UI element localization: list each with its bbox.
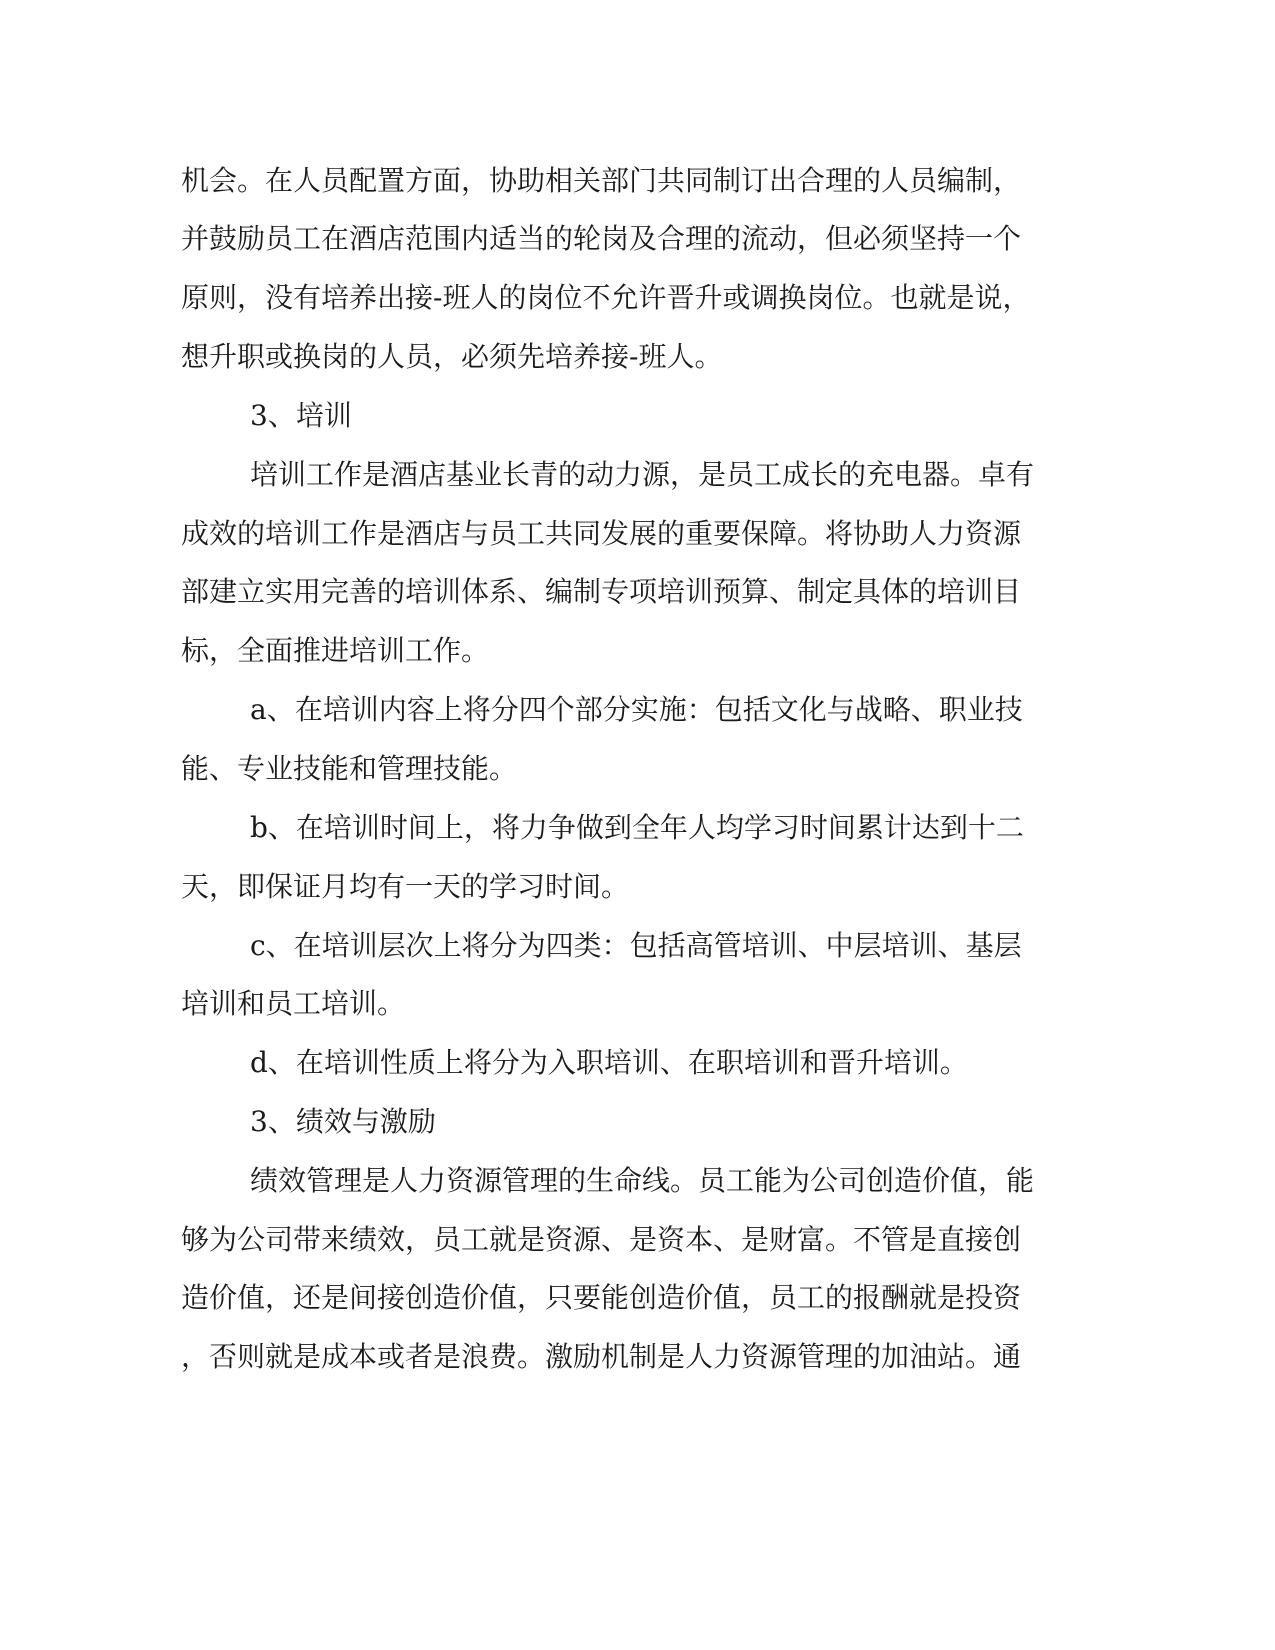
- section-heading: 3、绩效与激励: [250, 1105, 436, 1138]
- paragraph-line: 想升职或换岗的人员，必须先培养接-班人。: [181, 340, 723, 373]
- list-item-line: 能、专业技能和管理技能。: [181, 752, 518, 785]
- paragraph-line: 够为公司带来绩效，员工就是资源、是资本、是财富。不管是直接创: [181, 1223, 1022, 1256]
- paragraph-line: 并鼓励员工在酒店范围内适当的轮岗及合理的流动，但必须坚持一个: [181, 222, 1022, 255]
- paragraph-line: 绩效管理是人力资源管理的生命线。员工能为公司创造价值，能: [250, 1164, 1035, 1197]
- list-item-line: a、在培训内容上将分四个部分实施：包括文化与战略、职业技: [250, 693, 1023, 726]
- paragraph-line: 造价值，还是间接创造价值，只要能创造价值，员工的报酬就是投资: [181, 1281, 1022, 1314]
- paragraph-line: 标，全面推进培训工作。: [181, 634, 490, 667]
- paragraph-line: ，否则就是成本或者是浪费。激励机制是人力资源管理的加油站。通: [181, 1340, 1022, 1373]
- list-item-line: c、在培训层次上将分为四类：包括高管培训、中层培训、基层: [250, 929, 1022, 962]
- section-heading: 3、培训: [250, 399, 352, 432]
- list-item-line: d、在培训性质上将分为入职培训、在职培训和晋升培训。: [250, 1046, 968, 1079]
- paragraph-line: 培训工作是酒店基业长青的动力源，是员工成长的充电器。卓有: [250, 458, 1035, 491]
- list-item-line: b、在培训时间上，将力争做到全年人均学习时间累计达到十二: [250, 811, 1024, 844]
- paragraph-line: 原则，没有培养出接-班人的岗位不允许晋升或调换岗位。也就是说，: [181, 281, 1031, 314]
- paragraph-line: 成效的培训工作是酒店与员工共同发展的重要保障。将协助人力资源: [181, 517, 1022, 550]
- paragraph-line: 部建立实用完善的培训体系、编制专项培训预算、制定具体的培训目: [181, 575, 1022, 608]
- list-item-line: 培训和员工培训。: [181, 987, 406, 1020]
- list-item-line: 天，即保证月均有一天的学习时间。: [181, 870, 630, 903]
- paragraph-line: 机会。在人员配置方面，协助相关部门共同制订出合理的人员编制，: [181, 164, 1022, 197]
